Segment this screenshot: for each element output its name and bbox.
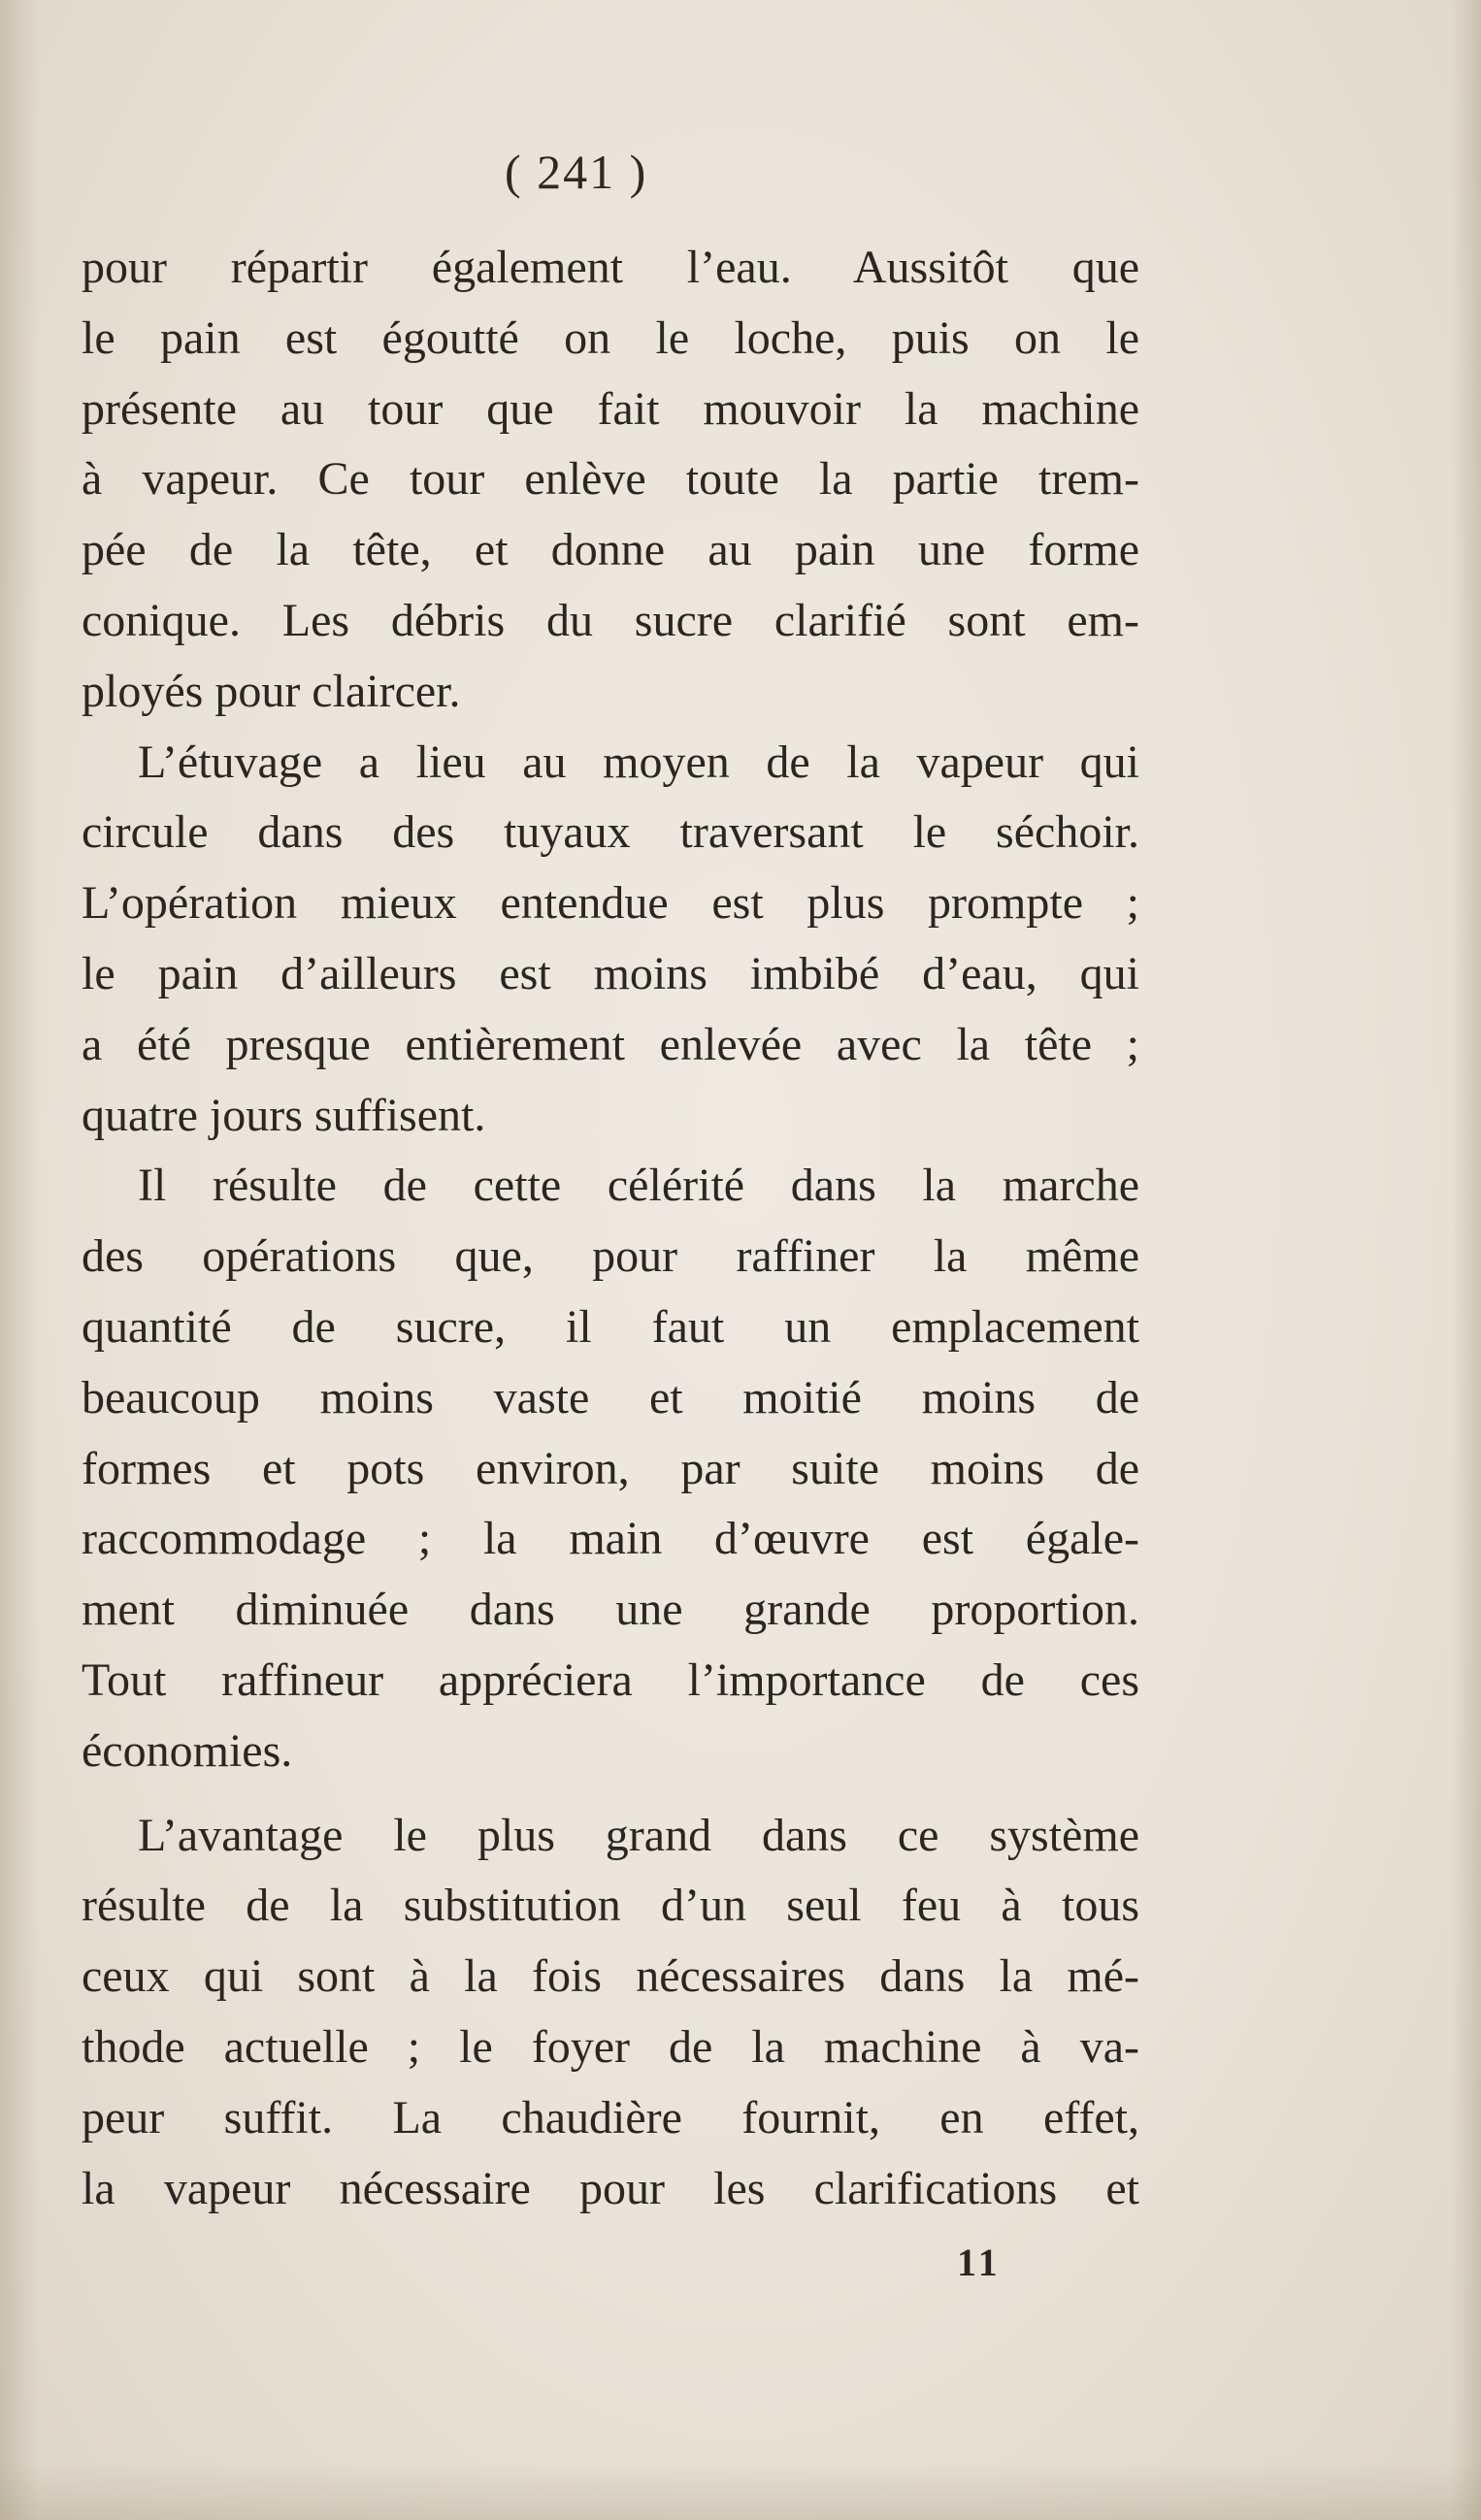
text-line: L’étuvage a lieu au moyen de la vapeur qui bbox=[138, 736, 1139, 788]
text-line: raccommodage ; la main d’œuvre est égale- bbox=[82, 1513, 1139, 1565]
page-edge-shadow-right bbox=[1452, 0, 1481, 2520]
text-line: quatre jours suffisent. bbox=[82, 1089, 486, 1141]
paragraph-spacer bbox=[82, 1787, 1139, 1801]
text-line: économies. bbox=[82, 1724, 293, 1777]
text-line: thode actuelle ; le foyer de la machine à va- bbox=[82, 2020, 1139, 2073]
text-line: le pain d’ailleurs est moins imbibé d’eau, qui bbox=[82, 947, 1139, 999]
text-line: conique. Les débris du sucre clarifié sont em- bbox=[82, 594, 1139, 646]
text-line: quantité de sucre, il faut un emplacement bbox=[82, 1300, 1139, 1353]
text-line: pée de la tête, et donne au pain une forme bbox=[82, 524, 1139, 576]
text-line: résulte de la substitution d’un seul feu à tous bbox=[82, 1880, 1139, 1932]
page-edge-shadow-bottom bbox=[0, 2462, 1481, 2520]
text-line: a été presque entièrement enlevée avec la tête ; bbox=[82, 1018, 1139, 1070]
page-edge-shadow-left bbox=[0, 0, 39, 2520]
text-line: formes et pots environ, par suite moins de bbox=[82, 1442, 1139, 1494]
text-line: le pain est égoutté on le loche, puis on le bbox=[82, 311, 1139, 364]
text-line: présente au tour que fait mouvoir la machine bbox=[82, 382, 1139, 435]
text-line: Tout raffineur appréciera l’importance de ces bbox=[82, 1653, 1139, 1706]
text-line: ployés pour claircer. bbox=[82, 665, 461, 717]
text-line: ment diminuée dans une grande proportion. bbox=[82, 1584, 1139, 1636]
page-number: ( 241 ) bbox=[505, 145, 648, 199]
text-line: des opérations que, pour raffiner la même bbox=[82, 1230, 1139, 1283]
text-line: pour répartir également l’eau. Aussitôt que bbox=[82, 242, 1139, 293]
paragraph bbox=[82, 1151, 1139, 1786]
paragraph bbox=[82, 233, 1139, 728]
text-line: à vapeur. Ce tour enlève toute la partie trem- bbox=[82, 453, 1139, 506]
text-line: peur suffit. La chaudière fournit, en effet, bbox=[82, 2091, 1139, 2144]
text-line: beaucoup moins vaste et moitié moins de bbox=[82, 1371, 1139, 1424]
text-line: L’opération mieux entendue est plus prompte ; bbox=[82, 877, 1139, 930]
text-line: la vapeur nécessaire pour les clarifications et bbox=[82, 2162, 1139, 2214]
signature-mark: 11 bbox=[957, 2241, 1002, 2284]
text-line: circule dans des tuyaux traversant le séchoir. bbox=[82, 806, 1139, 859]
body-text bbox=[82, 233, 1139, 2224]
text-line: Il résulte de cette célérité dans la marche bbox=[138, 1160, 1139, 1212]
paragraph bbox=[82, 1801, 1139, 2225]
paragraph bbox=[82, 728, 1139, 1152]
text-line: ceux qui sont à la fois nécessaires dans la mé- bbox=[82, 1950, 1139, 2003]
text-line: L’avantage le plus grand dans ce système bbox=[138, 1809, 1139, 1861]
